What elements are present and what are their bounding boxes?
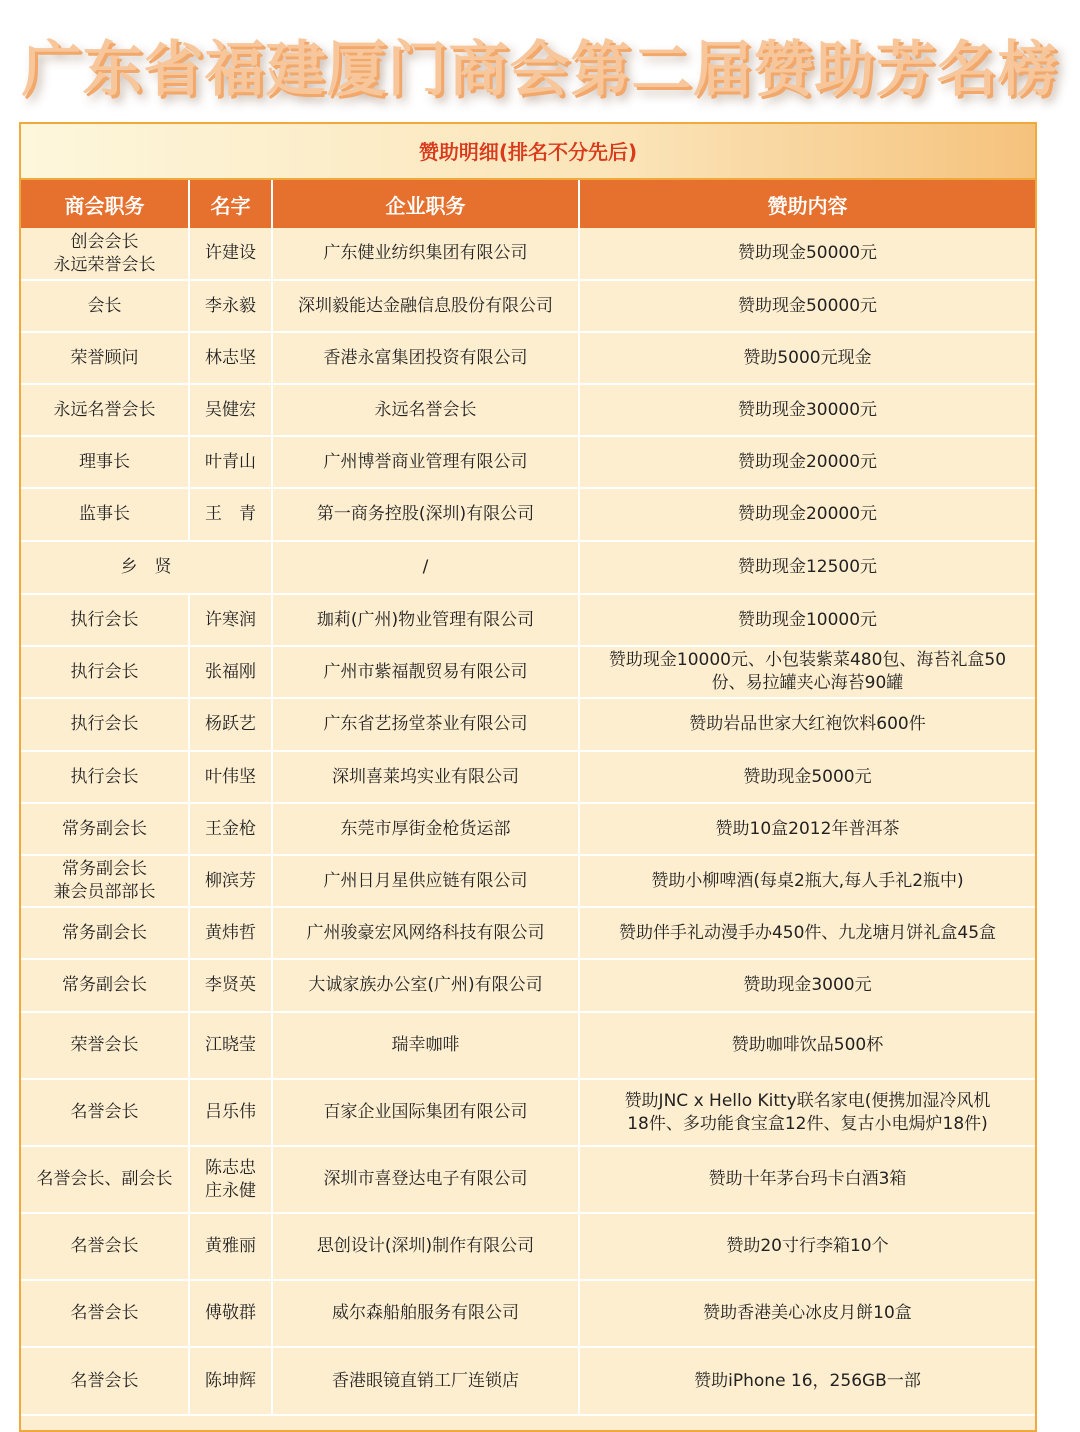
cell-content: 赞助十年茅台玛卡白酒3箱 bbox=[579, 1146, 1035, 1213]
cell-content: 赞助伴手礼动漫手办450件、九龙塘月饼礼盒45盒 bbox=[579, 907, 1035, 959]
table-row bbox=[21, 280, 1035, 332]
cell-role: 执行会长 bbox=[21, 751, 189, 803]
table-row bbox=[21, 594, 1035, 646]
cell-company: 香港眼镜直销工厂连锁店 bbox=[272, 1347, 579, 1415]
cell-content: 赞助现金50000元 bbox=[579, 280, 1035, 332]
cell-role: 执行会长 bbox=[21, 646, 189, 698]
cell-role: 监事长 bbox=[21, 488, 189, 541]
cell-content: 赞助小柳啤酒(每桌2瓶大,每人手礼2瓶中) bbox=[579, 855, 1035, 907]
cell-role: 常务副会长 bbox=[21, 803, 189, 855]
cell-role: 执行会长 bbox=[21, 594, 189, 646]
cell-role: 执行会长 bbox=[21, 698, 189, 751]
cell-name: 叶青山 bbox=[189, 436, 272, 488]
cell-content: 赞助现金10000元 bbox=[579, 594, 1035, 646]
header-role: 商会职务 bbox=[21, 180, 189, 228]
cell-company: 广州日月星供应链有限公司 bbox=[272, 855, 579, 907]
cell-role: 理事长 bbox=[21, 436, 189, 488]
cell-name: 柳滨芳 bbox=[189, 855, 272, 907]
cell-company: 广州骏豪宏风网络科技有限公司 bbox=[272, 907, 579, 959]
table-row bbox=[21, 646, 1035, 698]
cell-company: 威尔森船舶服务有限公司 bbox=[272, 1280, 579, 1347]
table-row bbox=[21, 1012, 1035, 1079]
cell-content: 赞助iPhone 16，256GB一部 bbox=[579, 1347, 1035, 1415]
cell-name: 杨跃艺 bbox=[189, 698, 272, 751]
table-row bbox=[21, 332, 1035, 384]
cell-name: 许寒润 bbox=[189, 594, 272, 646]
cell-content: 赞助现金20000元 bbox=[579, 436, 1035, 488]
cell-role: 乡 贤 bbox=[21, 541, 272, 594]
cell-name: 吕乐伟 bbox=[189, 1079, 272, 1146]
table-row bbox=[21, 751, 1035, 803]
cell-role: 名誉会长 bbox=[21, 1347, 189, 1415]
cell-name: 许建设 bbox=[189, 228, 272, 280]
cell-content: 赞助10盒2012年普洱茶 bbox=[579, 803, 1035, 855]
table-subtitle: 赞助明细(排名不分先后) bbox=[21, 124, 1035, 180]
cell-content: 赞助5000元现金 bbox=[579, 332, 1035, 384]
cell-company: 东莞市厚街金枪货运部 bbox=[272, 803, 579, 855]
cell-content: 赞助现金12500元 bbox=[579, 541, 1035, 594]
table-row bbox=[21, 1213, 1035, 1280]
cell-company: 珈莉(广州)物业管理有限公司 bbox=[272, 594, 579, 646]
cell-name: 江晓莹 bbox=[189, 1012, 272, 1079]
cell-content: 赞助现金50000元 bbox=[579, 228, 1035, 280]
table-row bbox=[21, 1347, 1035, 1415]
cell-name: 王 青 bbox=[189, 488, 272, 541]
cell-company: 深圳毅能达金融信息股份有限公司 bbox=[272, 280, 579, 332]
cell-role: 常务副会长 兼会员部部长 bbox=[21, 855, 189, 907]
table-row bbox=[21, 907, 1035, 959]
cell-role: 名誉会长 bbox=[21, 1213, 189, 1280]
table-row bbox=[21, 1079, 1035, 1146]
cell-content: 赞助香港美心冰皮月餅10盒 bbox=[579, 1280, 1035, 1347]
table-header-row bbox=[21, 180, 1035, 228]
page-title: 广东省福建厦门商会第二届赞助芳名榜 bbox=[21, 35, 1059, 105]
cell-content: 赞助现金20000元 bbox=[579, 488, 1035, 541]
cell-company: 百家企业国际集团有限公司 bbox=[272, 1079, 579, 1146]
cell-company: / bbox=[272, 541, 579, 594]
cell-company: 永远名誉会长 bbox=[272, 384, 579, 436]
table-row bbox=[21, 698, 1035, 751]
cell-name: 黄雅丽 bbox=[189, 1213, 272, 1280]
header-content: 赞助内容 bbox=[579, 180, 1035, 228]
cell-name: 陈志忠 庄永健 bbox=[189, 1146, 272, 1213]
cell-role: 名誉会长 bbox=[21, 1280, 189, 1347]
cell-role: 名誉会长 bbox=[21, 1079, 189, 1146]
cell-role: 名誉会长、副会长 bbox=[21, 1146, 189, 1213]
table-row bbox=[21, 488, 1035, 541]
cell-company: 大诚家族办公室(广州)有限公司 bbox=[272, 959, 579, 1012]
cell-name: 黄炜哲 bbox=[189, 907, 272, 959]
cell-company: 深圳喜莱坞实业有限公司 bbox=[272, 751, 579, 803]
cell-content: 赞助现金10000元、小包装紫菜480包、海苔礼盒50 份、易拉罐夹心海苔90罐 bbox=[579, 646, 1035, 698]
cell-content: 赞助JNC x Hello Kitty联名家电(便携加湿冷风机 18件、多功能食宝盒12件、复古小电焗炉18件) bbox=[579, 1079, 1035, 1146]
table-row bbox=[21, 855, 1035, 907]
cell-name: 张福刚 bbox=[189, 646, 272, 698]
cell-name: 陈坤辉 bbox=[189, 1347, 272, 1415]
table-row bbox=[21, 384, 1035, 436]
cell-name: 王金枪 bbox=[189, 803, 272, 855]
table-row bbox=[21, 959, 1035, 1012]
cell-content: 赞助咖啡饮品500杯 bbox=[579, 1012, 1035, 1079]
cell-content: 赞助现金3000元 bbox=[579, 959, 1035, 1012]
cell-role: 荣誉会长 bbox=[21, 1012, 189, 1079]
cell-role: 永远名誉会长 bbox=[21, 384, 189, 436]
cell-name: 吴健宏 bbox=[189, 384, 272, 436]
cell-content: 赞助现金30000元 bbox=[579, 384, 1035, 436]
table-row bbox=[21, 541, 1035, 594]
cell-company: 广东健业纺织集团有限公司 bbox=[272, 228, 579, 280]
cell-role: 荣誉顾问 bbox=[21, 332, 189, 384]
cell-name: 傅敬群 bbox=[189, 1280, 272, 1347]
table-row bbox=[21, 436, 1035, 488]
cell-company: 广州博誉商业管理有限公司 bbox=[272, 436, 579, 488]
cell-company: 香港永富集团投资有限公司 bbox=[272, 332, 579, 384]
table-row bbox=[21, 228, 1035, 280]
cell-name: 叶伟坚 bbox=[189, 751, 272, 803]
table-row bbox=[21, 1146, 1035, 1213]
sponsor-table bbox=[21, 180, 1035, 1416]
cell-company: 广州市紫福靓贸易有限公司 bbox=[272, 646, 579, 698]
sponsor-board bbox=[19, 122, 1037, 1432]
cell-role: 创会会长 永远荣誉会长 bbox=[21, 228, 189, 280]
cell-name: 林志坚 bbox=[189, 332, 272, 384]
cell-content: 赞助岩品世家大红袍饮料600件 bbox=[579, 698, 1035, 751]
cell-company: 深圳市喜登达电子有限公司 bbox=[272, 1146, 579, 1213]
cell-name: 李永毅 bbox=[189, 280, 272, 332]
cell-role: 常务副会长 bbox=[21, 907, 189, 959]
cell-name: 李贤英 bbox=[189, 959, 272, 1012]
cell-company: 瑞幸咖啡 bbox=[272, 1012, 579, 1079]
cell-role: 常务副会长 bbox=[21, 959, 189, 1012]
table-row bbox=[21, 1280, 1035, 1347]
header-name: 名字 bbox=[189, 180, 272, 228]
cell-content: 赞助现金5000元 bbox=[579, 751, 1035, 803]
cell-role: 会长 bbox=[21, 280, 189, 332]
cell-company: 第一商务控股(深圳)有限公司 bbox=[272, 488, 579, 541]
cell-company: 思创设计(深圳)制作有限公司 bbox=[272, 1213, 579, 1280]
header-company: 企业职务 bbox=[272, 180, 579, 228]
table-row bbox=[21, 803, 1035, 855]
cell-company: 广东省艺扬堂茶业有限公司 bbox=[272, 698, 579, 751]
cell-content: 赞助20寸行李箱10个 bbox=[579, 1213, 1035, 1280]
